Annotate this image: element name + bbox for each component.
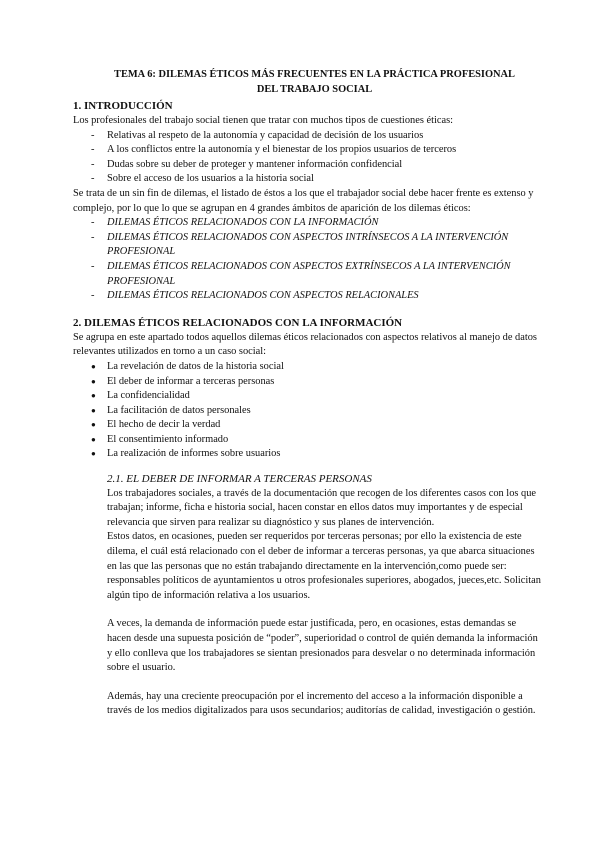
list-item: - DILEMAS ÉTICOS RELACIONADOS CON ASPECTOS RELACIONALES	[91, 289, 542, 304]
list-item: - DILEMAS ÉTICOS RELACIONADOS CON LA INFORMACIÓN	[91, 216, 542, 231]
list-item: ● La realización de informes sobre usuarios	[91, 447, 542, 462]
subsection-paragraph-1: Los trabajadores sociales, a través de la documentación que recogen de los diferentes casos con los que trabajan; informe, ficha e historia social, hacen constar en ellos datos muy importantes y de especial relevancia que sirven para realizar su diagnóstico y sus planes de intervención.	[107, 487, 537, 528]
title-line-1: TEMA 6: DILEMAS ÉTICOS MÁS FRECUENTES EN LA PRÁCTICA PROFESIONAL	[114, 69, 515, 80]
section-1-heading: 1. INTRODUCCIÓN	[73, 100, 173, 112]
document-title	[73, 68, 542, 97]
list-item: ● El consentimiento informado	[91, 433, 542, 448]
subsection-paragraph-2: Estos datos, en ocasiones, pueden ser requeridos por terceras personas; por ello la existencia de este dilema, el cuál está relacionado con el deber de informar a terceras personas, ya que abarca situaciones en las que las personas que no están trabajando directamente en la intervención,como puede ser: responsables políticos de ayuntamientos u otros profesionales superiores, abogados, jueces,etc. Solicitan algún tipo de información relativa a los usuarios.	[107, 531, 541, 601]
subsection-paragraph-4: Además, hay una creciente preocupación por el incremento del acceso a la información disponible a través de los medios digitalizados para usos secundarios; auditorías de calidad, investigación o gestión.	[107, 690, 536, 717]
section-2-heading: 2. DILEMAS ÉTICOS RELACIONADOS CON LA INFORMACIÓN	[73, 316, 403, 329]
list-item: ● La revelación de datos de la historia social	[91, 360, 542, 375]
subsection-2-1-heading: 2.1. EL DEBER DE INFORMAR A TERCERAS PERSONAS	[107, 473, 372, 486]
list-item: - Dudas sobre su deber de proteger y mantener información confidencial	[91, 158, 542, 173]
dilemma-areas-list	[73, 216, 542, 304]
list-item: - DILEMAS ÉTICOS RELACIONADOS CON ASPECTOS INTRÍNSECOS A LA INTERVENCIÓN PROFESIONAL	[91, 231, 542, 260]
section-2-intro: Se agrupa en este apartado todos aquellos dilemas éticos relacionados con aspectos relativos al manejo de datos relevantes utilizados en torno a un caso social:	[73, 331, 537, 358]
subsection-2-1	[73, 472, 542, 719]
list-item: ● El deber de informar a terceras personas	[91, 375, 542, 390]
section-1-intro: Los profesionales del trabajo social tienen que tratar con muchos tipos de cuestiones éticas:	[73, 115, 454, 126]
list-item: - Sobre el acceso de los usuarios a la historia social	[91, 172, 542, 187]
section-1-paragraph: Se trata de un sin fin de dilemas, el listado de éstos a los que el trabajador social debe hacer frente es extenso y complejo, por lo que lo que se agrupan en 4 grandes ámbitos de aparición de los dilemas éticos:	[73, 187, 534, 214]
list-item: ● La confidencialidad	[91, 389, 542, 404]
list-item: ● El hecho de decir la verdad	[91, 418, 542, 433]
title-line-2: DEL TRABAJO SOCIAL	[256, 83, 373, 95]
information-dilemmas-list	[73, 360, 542, 462]
ethical-issues-list	[73, 129, 542, 187]
list-item: - A los conflictos entre la autonomía y el bienestar de los propios usuarios de terceros	[91, 143, 542, 158]
list-item: ● La facilitación de datos personales	[91, 404, 542, 419]
subsection-paragraph-3: A veces, la demanda de información puede estar justificada, pero, en ocasiones, estas demandas se hacen desde una supuesta posición de “poder”, superioridad o control de quién demanda la información y ello conlleva que los trabajadores se sientan presionados para desvelar o no determinada información sobre el usuario.	[107, 618, 538, 674]
list-item: - DILEMAS ÉTICOS RELACIONADOS CON ASPECTOS EXTRÍNSECOS A LA INTERVENCIÓN PROFESIONAL	[91, 260, 542, 289]
list-item: - Relativas al respeto de la autonomía y capacidad de decisión de los usuarios	[91, 129, 542, 144]
